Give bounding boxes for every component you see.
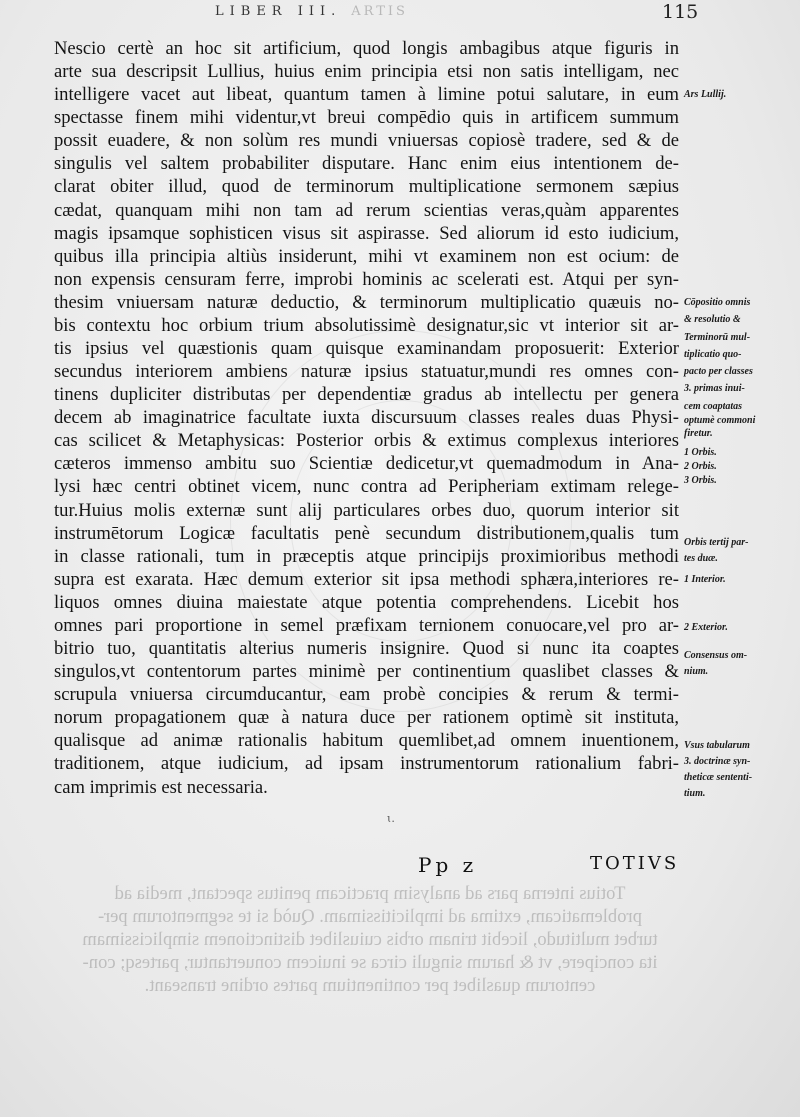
text-line: thesim vniuersam naturæ deductio, & terminorum multiplicatio quæuis no- (54, 291, 679, 313)
bleed-through-line: problematicam, extima ad implicitissimam. Quòd si te segmentorum per- (98, 906, 642, 927)
text-line: quibus illa principia altiùs insiderunt, mihi vt examinem non est ocium: de (54, 245, 679, 267)
text-line: magis ipsamque sophisticen visus sit aspirasse. Sed aliorum id esto iudicium, (54, 222, 679, 244)
bleed-through-title: ARTIS (351, 4, 408, 19)
text-line: in classe rationali, tum in præceptis atque principijs proximioribus methodi (54, 545, 679, 567)
marginal-note: Orbis tertij par- (684, 536, 749, 548)
marginal-note: tium. (684, 788, 706, 800)
marginal-note: 3 Orbis. (684, 474, 717, 486)
bleed-through-line: centorum quaslibet per continentium partes ordine transeant. (144, 975, 596, 996)
marginal-note: optumè commoni (684, 414, 756, 426)
marginal-note: nium. (684, 666, 709, 678)
page-number: 115 (662, 1, 699, 23)
text-line: tur.Huius molis externæ sunt alij particulares orbes duo, quorum interior sit (54, 499, 679, 521)
marginal-note: Consensus om- (684, 650, 748, 661)
text-line: scrupula vniuersa circumducantur, eam probè concipies & rerum & termi- (54, 684, 679, 706)
text-line: supra est exarata. Hæc demum exterior sit ipsa methodi sphæra,interiores re- (54, 568, 679, 590)
text-line: cæteros immenso ambitu suo Scientiæ dedicetur,vt quemadmodum in Ana- (54, 453, 679, 475)
text-line: liquos omnes diuina maiestate atque potentia comprehendens. Licebit hos (54, 591, 679, 613)
marginal-note: 3. doctrinæ syn- (684, 756, 751, 768)
marginal-note: pacto per classes (684, 366, 753, 378)
text-line: tis ipsius vel quæstionis quam quisque examinandam proposuerit: Exterior (54, 338, 679, 360)
marginal-note: & resolutio & (684, 314, 741, 326)
bleed-through-line: Totius interna pars ad analysim practicam penitus spectant, media ad (114, 883, 626, 904)
marginal-note: tes duæ. (684, 553, 718, 565)
text-line: cas scilicet & Metaphysicas: Posterior orbis & extimus complexus interiores (54, 430, 679, 452)
marginal-note: theticæ sententi- (684, 772, 753, 784)
text-line: Nescio certè an hoc sit artificium, quod longis ambagibus atque figuris in (54, 38, 679, 59)
text-line: traditionem, atque iudicium, ad ipsam instrumentorum rationalium fabri- (54, 753, 679, 775)
marginal-note: 2 Exterior. (684, 622, 728, 634)
text-line: spectasse finem mihi videntur,vt breui compēdio quis in artificem summum (54, 107, 679, 129)
text-line: cædat, quanquam mihi non tam ad rerum scientias veras,quàm apparentes (54, 199, 679, 221)
text-line: lysi hæc centri obtinet vicem, nunc contra ad Peripheriam extimam relege- (54, 476, 679, 498)
text-line: tinens dupliciter distributas per dependentiæ gradus ab intellectu per genera (54, 384, 679, 406)
text-line: cam imprimis est necessaria. (54, 776, 268, 798)
text-line: intelligere vacet aut libeat, quantum tamen à limine potui salutare, in eum (54, 84, 679, 106)
bleed-through-line: turbet multitudo, licebit trinam orbis cuiuslibet distinctionem simplicissimam (82, 929, 658, 950)
text-line: omnes pari proportione in semel præfixam ternionem conuocare,vel pro ar- (54, 614, 679, 636)
signature-mark: Pp z (418, 853, 478, 877)
text-line: qualisque ad animæ rationalis habitum quemlibet,ad omnem inuentionem, (54, 730, 679, 752)
marginal-note: Cōpositio omnis (684, 296, 751, 308)
text-line: bitrio tuo, quantitatis alterius numeris insignire. Quod si nunc ita coaptes (54, 638, 679, 660)
text-line: non expensis censuram ferre, improbi hominis ac scelerati est. Atqui per syn- (54, 268, 679, 290)
text-line: singulos,vt contentorum partes minimè per continentium quaslibet classes & (54, 661, 679, 683)
running-title: LIBER III. (215, 4, 342, 19)
marginal-note: 1 Interior. (684, 573, 726, 585)
text-line: singulis vel saltem probabiliter disputare. Hanc enim eius intentionem de- (54, 153, 679, 175)
text-line: secundus interiorem ambiens naturæ ipsius statuatur,mundi res omnes con- (54, 361, 679, 383)
marginal-note: 2 Orbis. (684, 460, 717, 472)
text-line: arte sua descripsit Lullius, huius enim principia etsi non satis intelligam, nec (54, 61, 679, 83)
marginal-note: 3. primas inui- (684, 383, 745, 395)
text-line: decem ab imaginatrice facultate iuxta discursuum classes reales duas Physi- (54, 407, 679, 429)
text-line: bis contextu hoc orbium trium absolutissimè designatur,sic vt interior sit ar- (54, 314, 679, 336)
catchword: TOTIVS (590, 853, 680, 874)
marginal-note: cem coaptatas (684, 400, 743, 412)
marginal-note: Terminorū mul- (684, 331, 751, 343)
marginal-note: Ars Lullij. (684, 89, 727, 101)
small-printer-mark: ɩ. (387, 812, 395, 825)
bleed-through-line: ita concipere, vt & harum singuli circa se inuicem conuertantur, partesq; con- (82, 952, 658, 973)
text-line: clarat obiter illud, quod de terminorum multiplicatione sermonem sæpius (54, 176, 679, 198)
marginal-note: firetur. (684, 428, 713, 440)
text-line: possit euadere, & non solùm res mundi vniuersas copiosè tradere, sed & de (54, 130, 679, 152)
marginal-note: tiplicatio quo- (684, 348, 742, 360)
text-line: instrumētorum Logicæ facultatis penè secundum distributionem,qualis tum (54, 522, 679, 544)
marginal-note: 1 Orbis. (684, 446, 717, 458)
marginal-note: Vsus tabularum (684, 740, 750, 752)
text-line: norum propagationem quæ à natura duce per rationem optimè sit instituta, (54, 707, 679, 729)
